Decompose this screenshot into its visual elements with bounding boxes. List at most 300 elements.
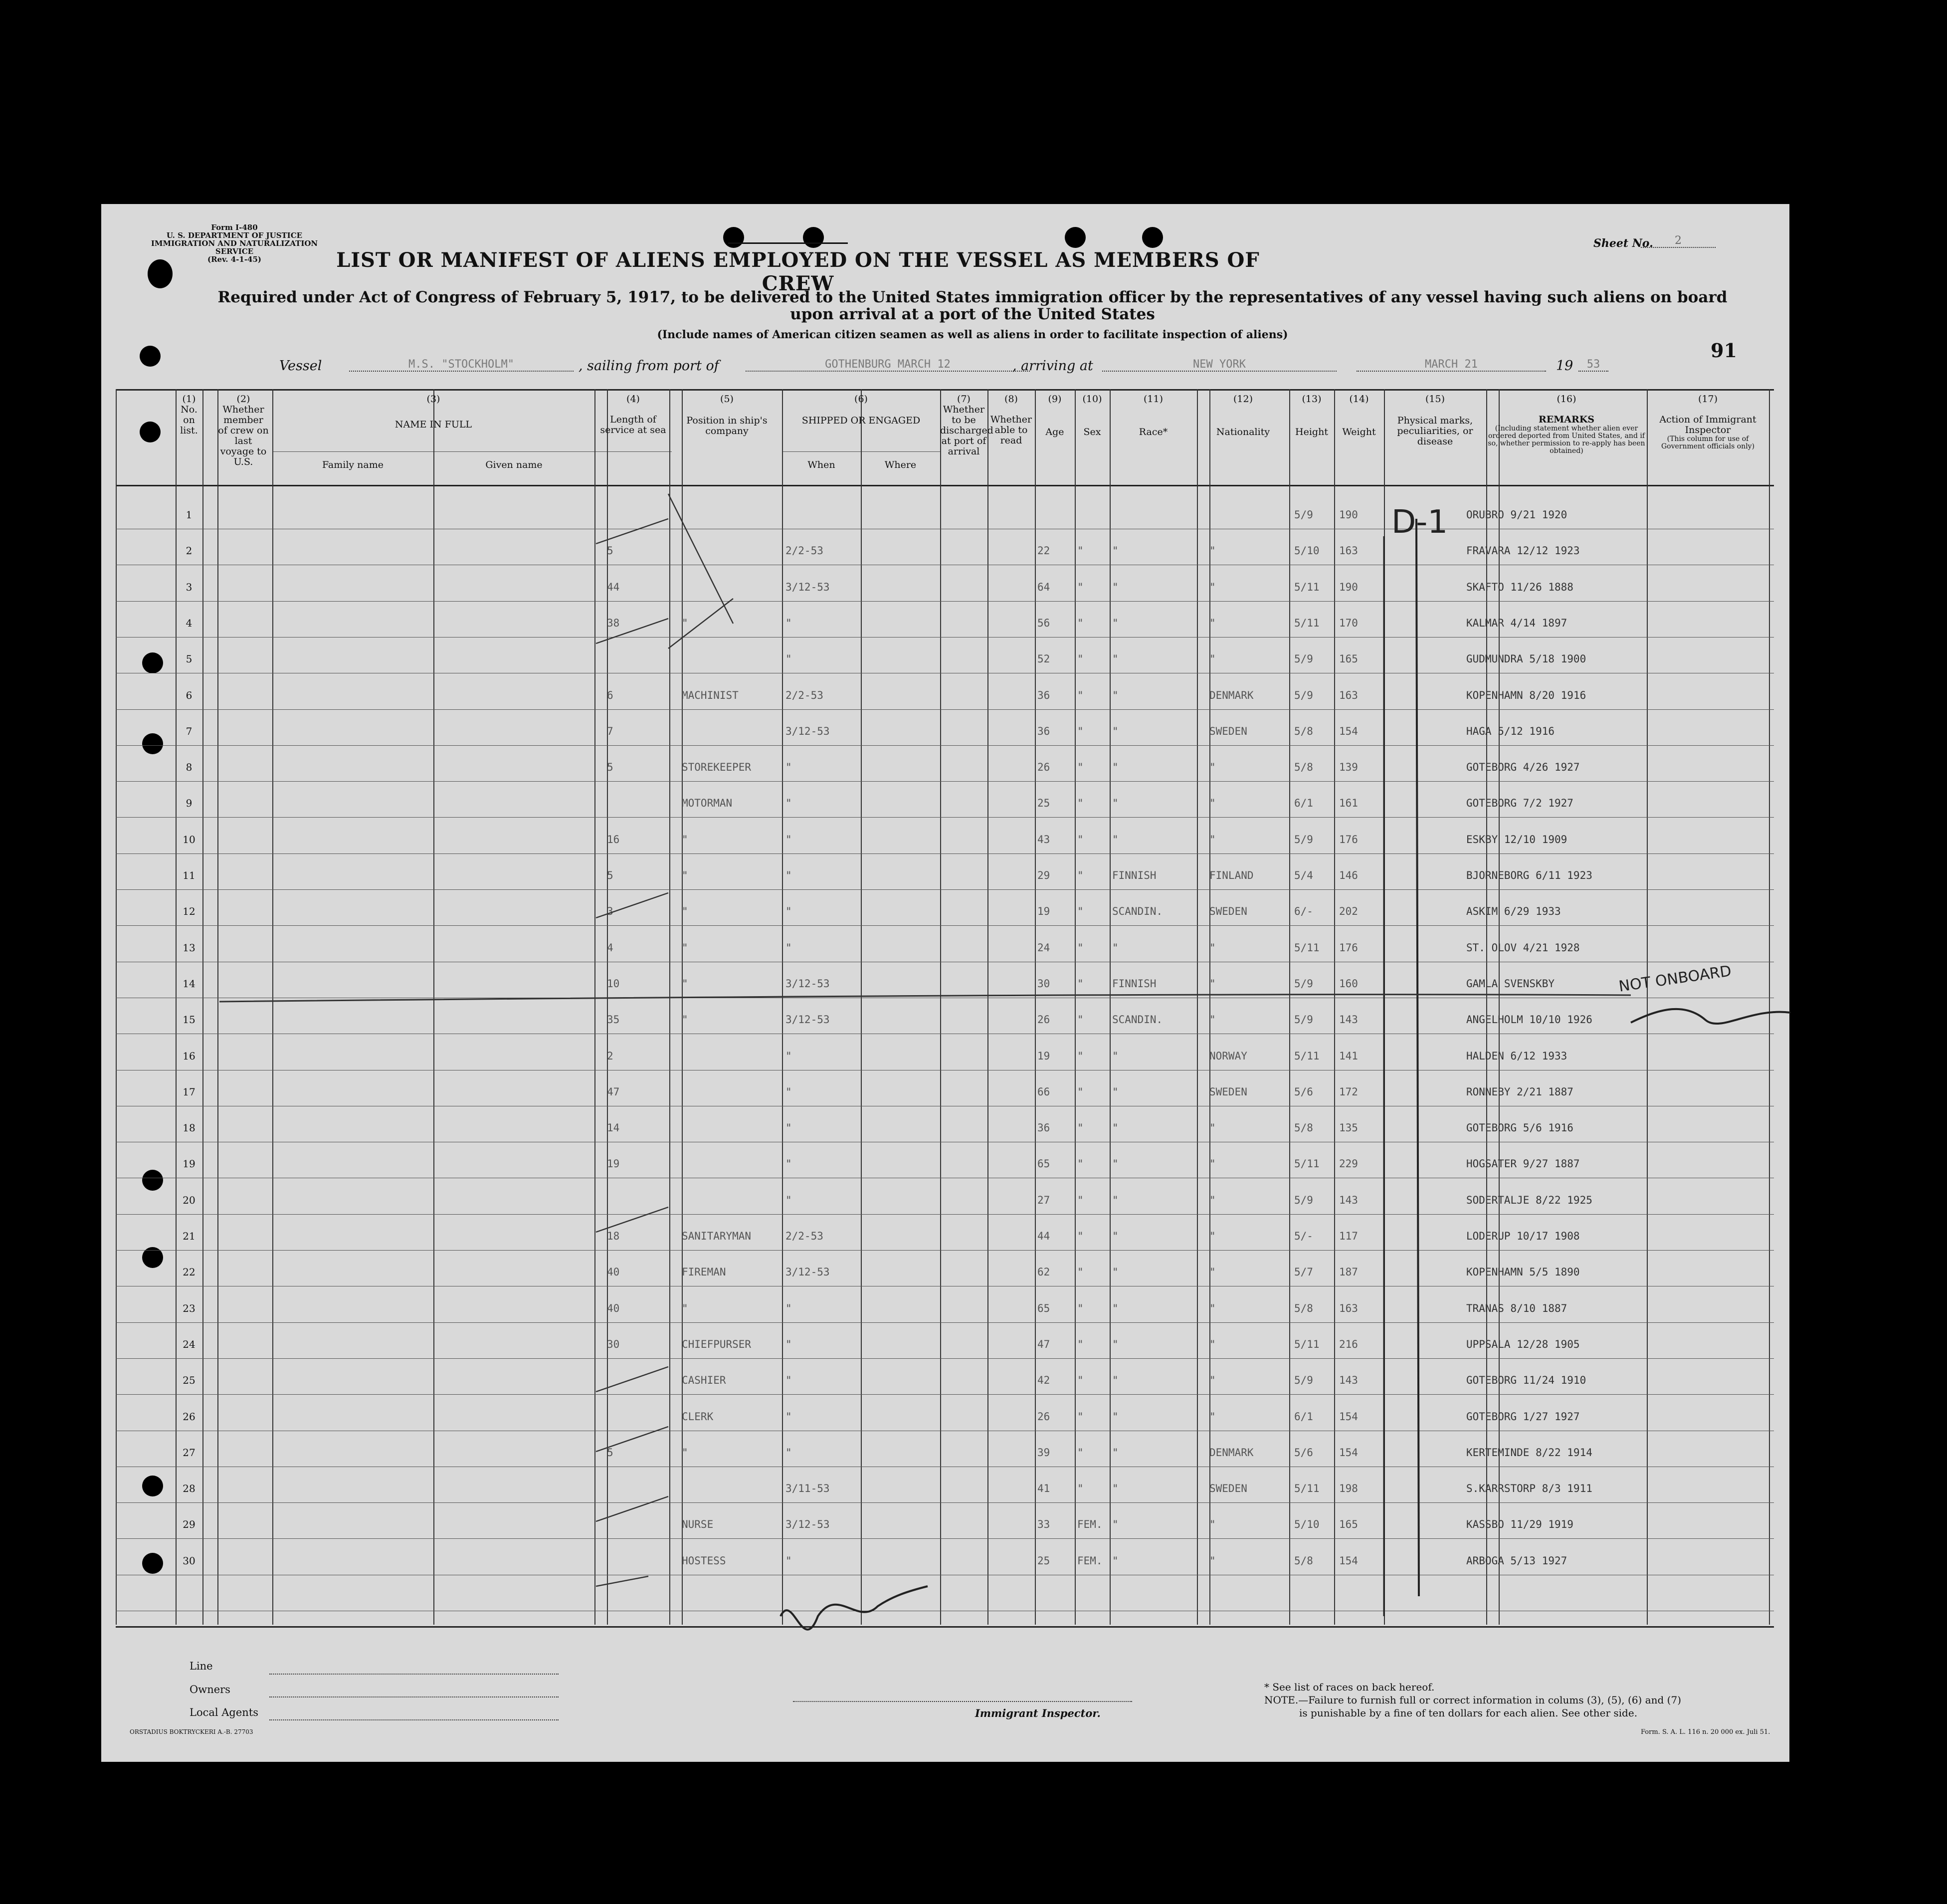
- race-cell: SCANDIN.: [1112, 905, 1163, 917]
- row-number: 13: [183, 942, 195, 954]
- nationality-cell: ": [1209, 653, 1216, 665]
- age-cell: 65: [1037, 1158, 1050, 1170]
- row-number: 6: [186, 689, 193, 701]
- age-cell: 47: [1037, 1338, 1050, 1350]
- sex-cell: ": [1077, 1338, 1084, 1350]
- row-number: 9: [186, 797, 193, 809]
- race-cell: ": [1112, 689, 1119, 701]
- shipped-when: ": [785, 1122, 792, 1134]
- height-cell: 5/11: [1294, 1050, 1320, 1062]
- position-cell: ": [682, 1014, 688, 1026]
- age-cell: 19: [1037, 1050, 1050, 1062]
- shipped-when: ": [785, 834, 792, 846]
- not-onboard-notation: NOT ONBOARD: [1617, 962, 1733, 996]
- age-cell: 65: [1037, 1302, 1050, 1314]
- race-cell: ": [1112, 1411, 1119, 1423]
- race-cell: ": [1112, 1122, 1119, 1134]
- age-cell: 36: [1037, 689, 1050, 701]
- row-number: 24: [183, 1338, 195, 1350]
- col1-header: (1) No. on list.: [180, 394, 198, 436]
- col17-header: (17) Action of Immigrant Inspector (This column for use of Government officials only): [1659, 394, 1756, 450]
- age-cell: 27: [1037, 1194, 1050, 1206]
- line-field: [269, 1674, 559, 1675]
- shipped-when: 2/2-53: [785, 1230, 823, 1242]
- shipped-when: ": [785, 1555, 792, 1567]
- race-cell: ": [1112, 1158, 1119, 1170]
- weight-cell: 143: [1339, 1014, 1358, 1026]
- inspector-signature-field: [793, 1701, 1132, 1702]
- shipped-when: 3/12-53: [785, 581, 830, 593]
- row-number: 25: [183, 1374, 195, 1386]
- subtitle-line-2: upon arrival at a port of the United States: [790, 305, 1155, 323]
- race-cell: ": [1112, 653, 1119, 665]
- age-cell: 33: [1037, 1518, 1050, 1530]
- row-number: 5: [186, 653, 193, 665]
- row-number: 27: [183, 1447, 195, 1459]
- height-cell: 5/9: [1294, 1194, 1313, 1206]
- age-cell: 29: [1037, 869, 1050, 881]
- shipped-where-header: Where: [884, 459, 917, 470]
- nationality-cell: ": [1209, 617, 1216, 629]
- line-label: Line: [190, 1660, 213, 1672]
- height-cell: 5/4: [1294, 869, 1313, 881]
- nationality-cell: NORWAY: [1209, 1050, 1247, 1062]
- sex-cell: ": [1077, 1374, 1084, 1386]
- race-cell: ": [1112, 1518, 1119, 1530]
- service-length: 16: [607, 834, 620, 846]
- age-cell: 56: [1037, 617, 1050, 629]
- remarks-cell: ASKIM 6/29 1933: [1466, 905, 1561, 917]
- printer-mark: ORSTADIUS BOKTRYCKERI A.-B. 27703: [130, 1728, 253, 1735]
- height-cell: 5/10: [1294, 1518, 1320, 1530]
- remarks-cell: ST. OLOV 4/21 1928: [1466, 942, 1580, 954]
- nationality-cell: SWEDEN: [1209, 1482, 1247, 1494]
- row-number: 4: [186, 617, 193, 629]
- position-cell: ": [682, 617, 688, 629]
- row-number: 14: [183, 978, 195, 990]
- age-cell: 22: [1037, 545, 1050, 557]
- weight-cell: 163: [1339, 1302, 1358, 1314]
- row-number: 11: [183, 869, 195, 881]
- position-cell: CASHIER: [682, 1374, 726, 1386]
- race-cell: ": [1112, 545, 1119, 557]
- row-number: 3: [186, 581, 193, 593]
- shipped-when: ": [785, 1411, 792, 1423]
- sex-cell: ": [1077, 1302, 1084, 1314]
- col8-header: (8) Whether able to read: [990, 394, 1032, 446]
- height-cell: 5/11: [1294, 1338, 1320, 1350]
- weight-cell: 154: [1339, 1447, 1358, 1459]
- weight-cell: 216: [1339, 1338, 1358, 1350]
- service-tick-marks: [596, 494, 733, 1586]
- position-cell: ": [682, 1447, 688, 1459]
- nationality-cell: DENMARK: [1209, 689, 1254, 701]
- sex-cell: ": [1077, 1050, 1084, 1062]
- height-cell: 5/8: [1294, 1555, 1313, 1567]
- race-cell: ": [1112, 725, 1119, 737]
- shipped-when: ": [785, 1086, 792, 1098]
- shipped-when: ": [785, 797, 792, 809]
- col11-header: (11) Race*: [1139, 394, 1168, 437]
- nationality-cell: FINLAND: [1209, 869, 1254, 881]
- col6-header: (6) SHIPPED OR ENGAGED: [801, 394, 921, 426]
- row-number: 17: [183, 1086, 195, 1098]
- service-length: 2: [607, 1050, 613, 1062]
- height-cell: 5/11: [1294, 581, 1320, 593]
- shipped-when: 3/11-53: [785, 1482, 830, 1494]
- age-cell: 36: [1037, 1122, 1050, 1134]
- sex-cell: FEM.: [1077, 1555, 1103, 1567]
- nationality-cell: ": [1209, 1338, 1216, 1350]
- shipped-when: ": [785, 1338, 792, 1350]
- row-number: 22: [183, 1266, 195, 1278]
- race-cell: ": [1112, 1266, 1119, 1278]
- age-cell: 52: [1037, 653, 1050, 665]
- nationality-cell: ": [1209, 1374, 1216, 1386]
- sex-cell: ": [1077, 942, 1084, 954]
- position-cell: FIREMAN: [682, 1266, 726, 1278]
- d1-notation: D-1: [1391, 504, 1448, 541]
- nationality-cell: SWEDEN: [1209, 905, 1247, 917]
- weight-cell: 163: [1339, 689, 1358, 701]
- agents-field: [269, 1719, 559, 1720]
- arrival-date: MARCH 21: [1357, 358, 1546, 372]
- nationality-cell: ": [1209, 1122, 1216, 1134]
- shipped-when: ": [785, 1194, 792, 1206]
- remarks-cell: UPPSALA 12/28 1905: [1466, 1338, 1580, 1350]
- remarks-cell: S.KARRSTORP 8/3 1911: [1466, 1482, 1592, 1494]
- shipped-when: ": [785, 617, 792, 629]
- height-cell: 5/9: [1294, 1374, 1313, 1386]
- service-length: 5: [607, 1447, 613, 1459]
- sheet-number: 2: [1641, 234, 1716, 248]
- service-length: 14: [607, 1122, 620, 1134]
- sex-cell: ": [1077, 978, 1084, 990]
- remarks-cell: GUDMUNDRA 5/18 1900: [1466, 653, 1586, 665]
- failure-note-1: NOTE.—Failure to furnish full or correct information in colums (3), (5), (6) and (7): [1264, 1694, 1682, 1706]
- vessel-name: M.S. "STOCKHOLM": [349, 358, 574, 372]
- service-length: 44: [607, 581, 620, 593]
- service-length: 47: [607, 1086, 620, 1098]
- sex-cell: ": [1077, 653, 1084, 665]
- height-cell: 5/7: [1294, 1266, 1313, 1278]
- race-cell: ": [1112, 617, 1119, 629]
- age-cell: 64: [1037, 581, 1050, 593]
- race-cell: FINNISH: [1112, 869, 1157, 881]
- form-number: Form I-480: [211, 223, 258, 232]
- form-service: IMMIGRATION AND NATURALIZATION SERVICE: [151, 239, 318, 256]
- age-cell: 43: [1037, 834, 1050, 846]
- service-length: 3: [607, 905, 613, 917]
- sex-cell: ": [1077, 834, 1084, 846]
- height-cell: 5/-: [1294, 1230, 1313, 1242]
- row-number: 30: [183, 1555, 195, 1567]
- service-length: 38: [607, 617, 620, 629]
- height-cell: 5/6: [1294, 1447, 1313, 1459]
- weight-cell: 163: [1339, 545, 1358, 557]
- races-note: * See list of races on back hereof.: [1264, 1681, 1435, 1693]
- shipped-when-header: When: [807, 459, 835, 470]
- weight-cell: 202: [1339, 905, 1358, 917]
- race-cell: ": [1112, 1050, 1119, 1062]
- sheet-label: Sheet No.: [1593, 237, 1653, 250]
- weight-cell: 154: [1339, 1411, 1358, 1423]
- height-cell: 5/9: [1294, 689, 1313, 701]
- sex-cell: ": [1077, 1158, 1084, 1170]
- row-number: 28: [183, 1482, 195, 1494]
- remarks-cell: ANGELHOLM 10/10 1926: [1466, 1014, 1592, 1026]
- col13-header: (13) Height: [1295, 394, 1328, 437]
- sex-cell: ": [1077, 1086, 1084, 1098]
- remarks-cell: GAMLA SVENSKBY: [1466, 978, 1555, 990]
- weight-cell: 135: [1339, 1122, 1358, 1134]
- shipped-when: 3/12-53: [785, 1518, 830, 1530]
- weight-cell: 170: [1339, 617, 1358, 629]
- form-code: Form. S. A. L. 116 n. 20 000 ex. Juli 51.: [1641, 1728, 1770, 1736]
- weight-cell: 229: [1339, 1158, 1358, 1170]
- sex-cell: ": [1077, 761, 1084, 773]
- race-cell: ": [1112, 1194, 1119, 1206]
- weight-cell: 139: [1339, 761, 1358, 773]
- remarks-cell: TRANAS 8/10 1887: [1466, 1302, 1567, 1314]
- col3-header: (3) NAME IN FULL: [394, 394, 472, 430]
- height-cell: 5/11: [1294, 617, 1320, 629]
- race-cell: ": [1112, 1447, 1119, 1459]
- weight-cell: 165: [1339, 1518, 1358, 1530]
- remarks-cell: LODERUP 10/17 1908: [1466, 1230, 1580, 1242]
- weight-cell: 117: [1339, 1230, 1358, 1242]
- col2-header: (2) Whether member of crew on last voyage to U.S.: [218, 394, 269, 467]
- nationality-cell: ": [1209, 1266, 1216, 1278]
- sex-cell: ": [1077, 725, 1084, 737]
- service-length: 35: [607, 1014, 620, 1026]
- sex-cell: ": [1077, 1194, 1084, 1206]
- service-length: 40: [607, 1266, 620, 1278]
- row-number: 20: [183, 1194, 195, 1206]
- sex-cell: ": [1077, 689, 1084, 701]
- height-cell: 5/9: [1294, 509, 1313, 521]
- sailing-label: , sailing from port of: [579, 358, 719, 374]
- page-title: LIST OR MANIFEST OF ALIENS EMPLOYED ON THE VESSEL AS MEMBERS OF CREW: [336, 248, 1260, 295]
- col4-header: (4) Length of service at sea: [600, 394, 666, 435]
- sex-cell: ": [1077, 1482, 1084, 1494]
- age-cell: 24: [1037, 942, 1050, 954]
- nationality-cell: ": [1209, 1411, 1216, 1423]
- weight-cell: 154: [1339, 725, 1358, 737]
- row-number: 10: [183, 834, 195, 846]
- weight-cell: 154: [1339, 1555, 1358, 1567]
- shipped-when: 3/12-53: [785, 978, 830, 990]
- race-cell: SCANDIN.: [1112, 1014, 1163, 1026]
- nationality-cell: ": [1209, 1518, 1216, 1530]
- col7-header: (7) Whether to be discharged at port of arrival: [940, 394, 993, 457]
- height-cell: 6/1: [1294, 1411, 1313, 1423]
- height-cell: 5/8: [1294, 725, 1313, 737]
- race-cell: ": [1112, 761, 1119, 773]
- remarks-cell: GOTEBORG 11/24 1910: [1466, 1374, 1586, 1386]
- race-cell: ": [1112, 1086, 1119, 1098]
- shipped-when: 3/12-53: [785, 725, 830, 737]
- remarks-cell: KERTEMINDE 8/22 1914: [1466, 1447, 1592, 1459]
- form-department: U. S. DEPARTMENT OF JUSTICE: [166, 231, 303, 240]
- remarks-cell: RONNEBY 2/21 1887: [1466, 1086, 1573, 1098]
- agents-label: Local Agents: [190, 1706, 259, 1718]
- age-cell: 19: [1037, 905, 1050, 917]
- failure-note-2: is punishable by a fine of ten dollars for each alien. See other side.: [1299, 1707, 1638, 1719]
- weight-cell: 141: [1339, 1050, 1358, 1062]
- height-cell: 5/10: [1294, 545, 1320, 557]
- strike-line-row-14: [219, 995, 1631, 1002]
- age-cell: 25: [1037, 797, 1050, 809]
- nationality-cell: SWEDEN: [1209, 725, 1247, 737]
- nationality-cell: ": [1209, 761, 1216, 773]
- weight-cell: 172: [1339, 1086, 1358, 1098]
- height-cell: 5/6: [1294, 1086, 1313, 1098]
- shipped-when: ": [785, 1050, 792, 1062]
- shipped-when: ": [785, 1158, 792, 1170]
- race-cell: ": [1112, 581, 1119, 593]
- sailing-port: GOTHENBURG MARCH 12: [746, 358, 1030, 372]
- col16-header: (16) REMARKS (Including statement whether alien ever ordered deported from United States, and if so, whether permission to re-apply has been obtained): [1488, 394, 1645, 455]
- age-cell: 26: [1037, 761, 1050, 773]
- row-number: 18: [183, 1122, 195, 1134]
- form-revision: (Rev. 4-1-45): [207, 255, 262, 264]
- col15-header: (15) Physical marks, peculiarities, or disease: [1397, 394, 1473, 447]
- subtitle-line-1: Required under Act of Congress of February 5, 1917, to be delivered to the United States immigration officer by the representatives of any vessel having such aliens on board: [217, 288, 1728, 306]
- row-number: 7: [186, 725, 193, 737]
- remarks-cell: ARBOGA 5/13 1927: [1466, 1555, 1567, 1567]
- row-number: 12: [183, 905, 195, 917]
- height-cell: 5/8: [1294, 1122, 1313, 1134]
- race-cell: ": [1112, 1374, 1119, 1386]
- height-cell: 5/9: [1294, 1014, 1313, 1026]
- nationality-cell: ": [1209, 834, 1216, 846]
- shipped-when: ": [785, 942, 792, 954]
- sex-cell: ": [1077, 905, 1084, 917]
- remarks-cell: FRAVARA 12/12 1923: [1466, 545, 1580, 557]
- page-number: 91: [1711, 339, 1737, 362]
- position-cell: MOTORMAN: [682, 797, 733, 809]
- nationality-cell: ": [1209, 797, 1216, 809]
- remarks-cell: KALMAR 4/14 1897: [1466, 617, 1567, 629]
- service-length: 10: [607, 978, 620, 990]
- race-cell: ": [1112, 942, 1119, 954]
- vessel-label: Vessel: [279, 358, 322, 374]
- row-number: 15: [183, 1014, 195, 1026]
- inspector-initials: [1631, 1009, 1790, 1024]
- inspector-label: Immigrant Inspector.: [975, 1707, 1101, 1719]
- row-number: 26: [183, 1411, 195, 1423]
- weight-cell: 165: [1339, 653, 1358, 665]
- age-cell: 30: [1037, 978, 1050, 990]
- nationality-cell: ": [1209, 1194, 1216, 1206]
- remarks-cell: HOGSATER 9/27 1887: [1466, 1158, 1580, 1170]
- remarks-cell: SKAFTO 11/26 1888: [1466, 581, 1573, 593]
- age-cell: 36: [1037, 725, 1050, 737]
- weight-cell: 176: [1339, 834, 1358, 846]
- given-name-header: Given name: [485, 459, 543, 470]
- owners-label: Owners: [190, 1684, 230, 1695]
- shipped-when: ": [785, 1374, 792, 1386]
- weight-cell: 198: [1339, 1482, 1358, 1494]
- position-cell: ": [682, 869, 688, 881]
- nationality-cell: ": [1209, 1230, 1216, 1242]
- service-length: 18: [607, 1230, 620, 1242]
- remarks-cell: SODERTALJE 8/22 1925: [1466, 1194, 1592, 1206]
- weight-cell: 190: [1339, 581, 1358, 593]
- shipped-when: 3/12-53: [785, 1266, 830, 1278]
- height-cell: 5/9: [1294, 978, 1313, 990]
- inspector-signature: [780, 1586, 928, 1630]
- height-cell: 5/9: [1294, 653, 1313, 665]
- year-prefix: 19: [1556, 358, 1573, 374]
- remarks-cell: ESKBY 12/10 1909: [1466, 834, 1567, 846]
- owners-field: [269, 1696, 559, 1697]
- race-cell: ": [1112, 1555, 1119, 1567]
- race-cell: ": [1112, 1338, 1119, 1350]
- height-cell: 5/11: [1294, 1158, 1320, 1170]
- remarks-cell: HALDEN 6/12 1933: [1466, 1050, 1567, 1062]
- arrival-port: NEW YORK: [1102, 358, 1337, 372]
- remarks-cell: KASSBO 11/29 1919: [1466, 1518, 1573, 1530]
- row-number: 1: [186, 509, 193, 521]
- race-cell: ": [1112, 834, 1119, 846]
- sex-cell: ": [1077, 1122, 1084, 1134]
- row-number: 8: [186, 761, 193, 773]
- row-number: 21: [183, 1230, 195, 1242]
- shipped-when: ": [785, 653, 792, 665]
- nationality-cell: ": [1209, 942, 1216, 954]
- shipped-when: ": [785, 1447, 792, 1459]
- age-cell: 44: [1037, 1230, 1050, 1242]
- position-cell: CHIEFPURSER: [682, 1338, 752, 1350]
- shipped-when: 3/12-53: [785, 1014, 830, 1026]
- nationality-cell: ": [1209, 1014, 1216, 1026]
- service-length: 19: [607, 1158, 620, 1170]
- remarks-cell: GOTEBORG 1/27 1927: [1466, 1411, 1580, 1423]
- shipped-when: 2/2-53: [785, 545, 823, 557]
- nationality-cell: ": [1209, 1302, 1216, 1314]
- sex-cell: ": [1077, 1230, 1084, 1242]
- position-cell: ": [682, 942, 688, 954]
- remarks-cell: BJORNEBORG 6/11 1923: [1466, 869, 1592, 881]
- weight-cell: 161: [1339, 797, 1358, 809]
- row-number: 23: [183, 1302, 195, 1314]
- age-cell: 26: [1037, 1014, 1050, 1026]
- age-cell: 39: [1037, 1447, 1050, 1459]
- sex-cell: ": [1077, 617, 1084, 629]
- race-cell: ": [1112, 1230, 1119, 1242]
- service-length: 5: [607, 545, 613, 557]
- position-cell: NURSE: [682, 1518, 714, 1530]
- shipped-when: ": [785, 761, 792, 773]
- weight-cell: 143: [1339, 1194, 1358, 1206]
- nationality-cell: DENMARK: [1209, 1447, 1254, 1459]
- arriving-label: , arriving at: [1012, 358, 1093, 374]
- position-cell: HOSTESS: [682, 1555, 726, 1567]
- nationality-cell: SWEDEN: [1209, 1086, 1247, 1098]
- remarks-cell: HAGA 5/12 1916: [1466, 725, 1555, 737]
- sex-cell: ": [1077, 797, 1084, 809]
- remarks-cell: KOPENHAMN 5/5 1890: [1466, 1266, 1580, 1278]
- col10-header: (10) Sex: [1082, 394, 1102, 437]
- nationality-cell: ": [1209, 1158, 1216, 1170]
- height-cell: 5/8: [1294, 761, 1313, 773]
- row-number: 16: [183, 1050, 195, 1062]
- family-name-header: Family name: [322, 459, 384, 470]
- sex-cell: ": [1077, 1411, 1084, 1423]
- nationality-cell: ": [1209, 545, 1216, 557]
